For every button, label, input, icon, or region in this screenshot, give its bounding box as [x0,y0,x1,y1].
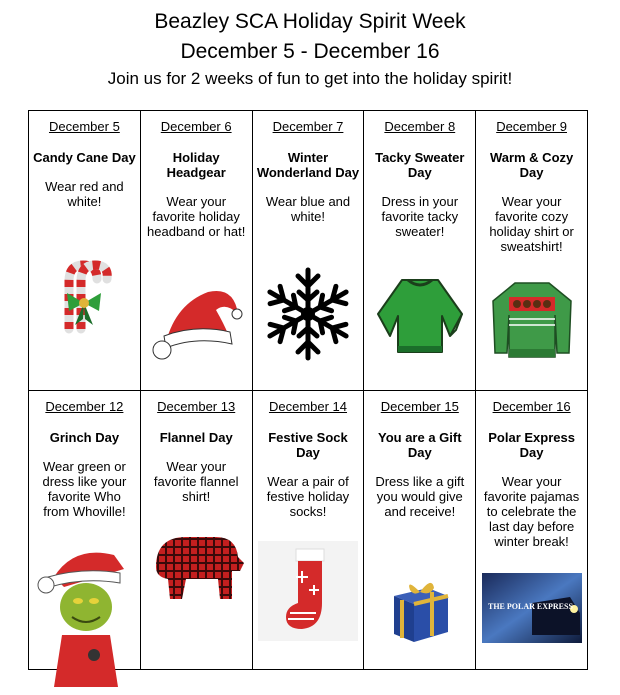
week-1-row [29,111,588,391]
day-theme: Polar Express Day [488,429,575,460]
date-range: December 5 - December 16 [180,40,440,63]
gift-box-icon [364,574,475,644]
candy-cane-icon [29,259,140,334]
day-date: December 8 [384,119,456,134]
day-description: Dress like a gift you would give and receive! [375,473,465,519]
polar-express-logo: THE POLAR EXPRESS [487,601,573,611]
day-date: December 6 [160,119,232,134]
day-cell-dec-15 [364,390,476,670]
day-description: Wear your favorite holiday headband or hat! [147,194,246,239]
day-description: Dress in your favorite tacky sweater! [381,194,459,239]
day-cell-dec-8 [364,111,476,391]
green-sweater-icon [364,274,475,354]
day-cell-dec-13 [140,390,252,670]
day-cell-dec-5 [29,111,141,391]
day-date: December 5 [48,119,120,134]
page-subtitle: Join us for 2 weeks of fun to get into the holiday spirit! [107,69,513,88]
reindeer-sweater-icon [476,279,587,359]
day-description: Wear a pair of festive holiday socks! [266,473,350,519]
day-description: Wear green or dress like your favorite Who from Whoville! [42,458,127,519]
day-date: December 15 [380,398,459,414]
day-theme: You are a Gift Day [378,429,462,460]
day-theme: Candy Cane Day [33,150,136,165]
day-description: Wear red and white! [45,179,124,209]
day-date: December 14 [268,398,348,414]
day-theme: Festive Sock Day [268,429,348,460]
day-description: Wear your favorite pajamas to celebrate the last day before winter break! [483,473,580,549]
day-theme: Grinch Day [49,429,120,445]
day-description: Wear your favorite cozy holiday shirt or sweatshirt! [489,194,574,254]
santa-hat-icon [141,284,252,364]
snowflake-icon [253,264,364,364]
day-date: December 13 [157,398,236,414]
day-cell-dec-14 [252,390,364,670]
week-2-row [29,390,588,670]
polar-express-icon [476,573,587,643]
day-date: December 12 [45,398,124,414]
day-theme: Tacky Sweater Day [375,150,465,180]
day-theme: Flannel Day [159,429,233,445]
day-date: December 9 [496,119,567,134]
day-description: Wear blue and white! [265,194,351,224]
day-cell-dec-16 [476,390,588,670]
day-description: Wear your favorite flannel shirt! [153,458,239,504]
day-theme: Holiday Headgear [166,150,226,180]
grinch-icon [29,537,140,687]
day-theme: Winter Wonderland Day [256,150,360,180]
spirit-week-calendar [28,110,588,670]
day-cell-dec-6 [140,111,252,391]
day-theme: Warm & Cozy Day [489,150,574,180]
day-cell-dec-9 [476,111,588,391]
page-title: Beazley SCA Holiday Spirit Week [154,10,466,33]
day-cell-dec-12 [29,390,141,670]
flannel-bear-icon [141,527,252,607]
day-date: December 7 [272,119,344,134]
day-cell-dec-7 [252,111,364,391]
day-date: December 16 [492,398,571,414]
holiday-sock-icon [253,541,364,641]
